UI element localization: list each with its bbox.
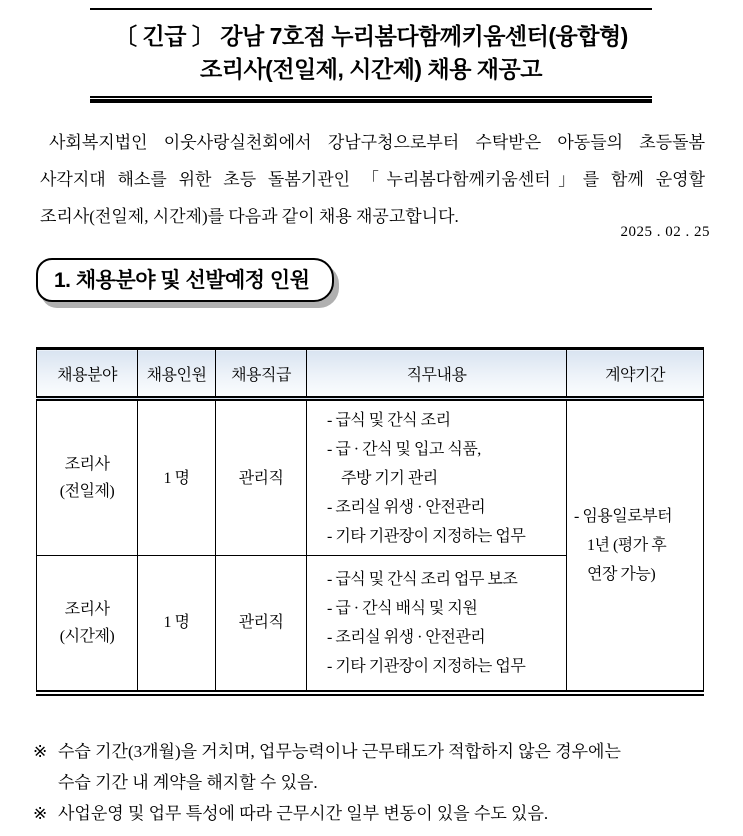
cell-count-fulltime: 1 명: [138, 399, 216, 556]
duty-line: - 기타 기관장이 지정하는 업무: [327, 657, 526, 675]
footnote-probation: [33, 736, 723, 798]
document-title-box: [90, 8, 652, 98]
duty-line: - 급 · 간식 배식 및 지원: [327, 599, 478, 617]
footnotes: [33, 736, 723, 829]
document-title-line-2: 조리사(전일제, 시간제) 채용 재공고: [200, 56, 542, 82]
footnote-line: 수습 기간 내 계약을 해지할 수 있음.: [58, 773, 318, 792]
duty-line: - 조리실 위생 · 안전관리: [327, 498, 486, 516]
footnote-line: 사업운영 및 업무 특성에 따라 근무시간 일부 변동이 있을 수도 있음.: [58, 804, 549, 823]
duty-line: - 급식 및 간식 조리: [327, 411, 451, 429]
contract-line: - 임용일로부터: [574, 507, 673, 525]
cell-field-fulltime: 조리사 (전일제): [37, 399, 138, 556]
footnote-line: 수습 기간(3개월)을 거치며, 업무능력이나 근무태도가 적합하지 않은 경우에는: [58, 742, 621, 761]
cell-field-parttime: 조리사 (시간제): [37, 556, 138, 693]
contract-line: 연장 가능): [587, 565, 656, 583]
cell-duties-parttime: [307, 556, 567, 693]
intro-line: 사각지대 해소를 위한 초등 돌봄기관인 「누리봄다함께키움센터」를 함께 운영할: [40, 170, 705, 189]
cell-grade-parttime: 관리직: [216, 556, 307, 693]
column-header-field: 채용분야: [37, 349, 138, 399]
document-title-line-1: 〔 긴급 〕 강남 7호점 누리봄다함께키움센터(융합형): [114, 23, 628, 49]
duty-line: 주방 기기 관리: [341, 469, 438, 487]
document-date: 2025 . 02 . 25: [620, 224, 710, 240]
cell-grade-fulltime: 관리직: [216, 399, 307, 556]
column-header-contract: 계약기간: [567, 349, 704, 399]
recruitment-table: [36, 347, 704, 696]
column-header-grade: 채용직급: [216, 349, 307, 399]
intro-line: 조리사(전일제, 시간제)를 다음과 같이 채용 재공고합니다.: [40, 207, 459, 226]
column-header-duties: 직무내용: [307, 349, 567, 399]
cell-contract-period: [567, 399, 704, 693]
duty-line: - 급 · 간식 및 입고 식품,: [327, 440, 481, 458]
column-header-count: 채용인원: [138, 349, 216, 399]
duty-line: - 기타 기관장이 지정하는 업무: [327, 527, 526, 545]
table-row-fulltime-cook: [37, 399, 704, 556]
contract-line: 1년 (평가 후: [587, 536, 667, 554]
footnote-marker: ※: [33, 742, 48, 761]
cell-count-parttime: 1 명: [138, 556, 216, 693]
footnote-schedule-change: [33, 798, 723, 829]
cell-duties-fulltime: [307, 399, 567, 556]
intro-paragraph: [40, 124, 705, 235]
duty-line: - 급식 및 간식 조리 업무 보조: [327, 570, 518, 588]
intro-line: 사회복지법인 이웃사랑실천회에서 강남구청으로부터 수탁받은 아동들의 초등돌봄: [49, 133, 705, 152]
section-1-heading: 1. 채용분야 및 선발예정 인원: [36, 258, 334, 302]
duty-line: - 조리실 위생 · 안전관리: [327, 628, 486, 646]
table-header-row: [37, 349, 704, 399]
footnote-marker: ※: [33, 804, 48, 823]
